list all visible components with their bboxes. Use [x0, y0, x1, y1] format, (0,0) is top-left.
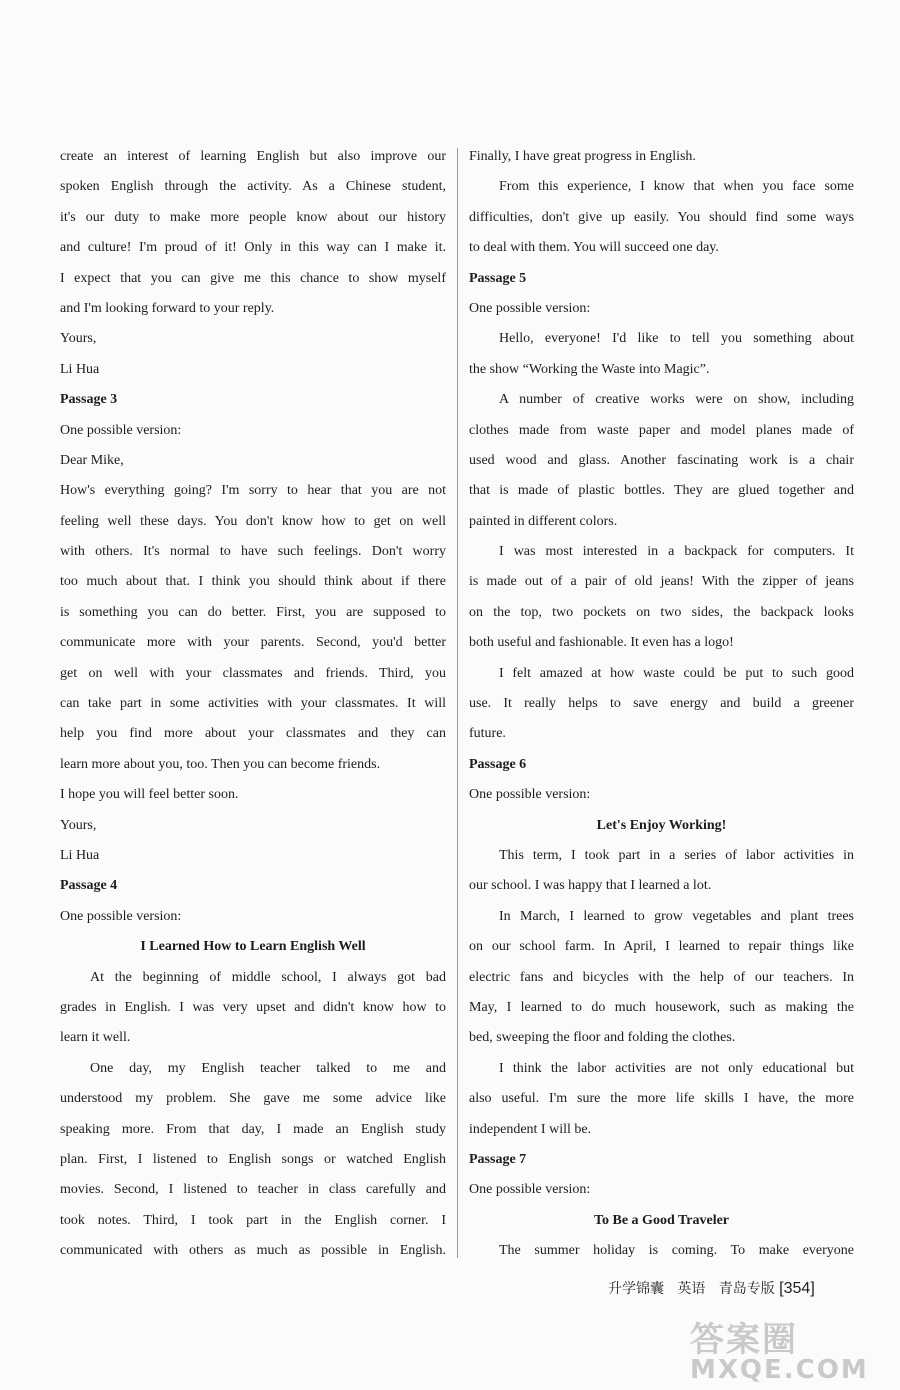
- text-line: on our school farm. In April, I learned to repair things like: [469, 939, 854, 955]
- section-heading: Passage 7: [469, 1151, 527, 1167]
- column-divider: [457, 148, 458, 1258]
- text-line: that is made of plastic bottles. They are glued together and: [469, 483, 854, 499]
- essay-title: Let's Enjoy Working!: [596, 817, 727, 833]
- text-line: May, I learned to do much housework, such as making the: [469, 999, 854, 1015]
- text-line: One possible version:: [469, 787, 591, 803]
- footer-subject: 英语: [677, 1281, 706, 1297]
- left-column: [60, 142, 446, 1266]
- footer-book-title: 升学锦囊: [608, 1281, 664, 1297]
- essay-title: To Be a Good Traveler: [593, 1212, 730, 1228]
- text-line: to deal with them. You will succeed one day.: [469, 240, 719, 256]
- text-line: feeling well these days. You don't know how to get on well: [60, 513, 446, 529]
- text-line: the show “Working the Waste into Magic”.: [469, 361, 710, 377]
- section-heading: Passage 4: [60, 878, 118, 894]
- paragraph-first-line: From this experience, I know that when you face some: [499, 179, 854, 195]
- section-heading: Passage 3: [60, 392, 118, 408]
- text-line: too much about that. I think you should think about if there: [60, 574, 446, 590]
- text-line: took notes. Third, I took part in the English corner. I: [60, 1212, 446, 1228]
- text-line: movies. Second, I listened to teacher in class carefully and: [60, 1182, 446, 1198]
- section-heading: Passage 6: [469, 756, 527, 772]
- footer-edition: 青岛专版: [718, 1281, 775, 1297]
- text-line: Li Hua: [60, 361, 100, 377]
- text-line: understood my problem. She gave me some advice like: [60, 1091, 446, 1107]
- essay-title: I Learned How to Learn English Well: [140, 939, 366, 955]
- text-line: learn more about you, too. Then you can become friends.: [60, 756, 381, 772]
- paragraph-first-line: This term, I took part in a series of labor activities in: [499, 847, 854, 863]
- text-line: I expect that you can give me this chance to show myself: [60, 270, 446, 286]
- text-line: with others. It's normal to have such feelings. Don't worry: [60, 544, 446, 560]
- text-line: independent I will be.: [469, 1121, 592, 1137]
- text-line: can take part in some activities with your classmates. It will: [60, 696, 446, 712]
- text-line: Finally, I have great progress in English.: [469, 149, 696, 164]
- text-line: Li Hua: [60, 847, 100, 863]
- text-line: One possible version:: [469, 1182, 591, 1198]
- paragraph-first-line: I think the labor activities are not only educational but: [499, 1060, 854, 1076]
- text-line: get on well with your classmates and friends. Third, you: [60, 665, 446, 681]
- text-line: electric fans and bicycles with the help of our teachers. In: [469, 969, 854, 985]
- text-line: bed, sweeping the floor and folding the clothes.: [469, 1030, 736, 1046]
- paragraph-first-line: Hello, everyone! I'd like to tell you something about: [499, 331, 854, 347]
- paragraph-first-line: One day, my English teacher talked to me and: [90, 1060, 446, 1076]
- paragraph-first-line: I felt amazed at how waste could be put to such good: [499, 665, 854, 681]
- watermark-text-top: 答案圈: [690, 1320, 798, 1360]
- paragraph-first-line: The summer holiday is coming. To make everyone: [499, 1243, 854, 1259]
- text-line: grades in English. I was very upset and didn't know how to: [60, 999, 446, 1015]
- text-line: future.: [469, 726, 506, 742]
- text-line: communicate more with your parents. Second, you'd better: [60, 635, 446, 651]
- section-heading: Passage 5: [469, 270, 527, 286]
- text-line: spoken English through the activity. As a Chinese student,: [60, 179, 446, 195]
- text-line: One possible version:: [469, 300, 591, 316]
- text-line: clothes made from waste paper and model planes made of: [469, 422, 854, 438]
- text-line: both useful and fashionable. It even has a logo!: [469, 635, 734, 651]
- paragraph-first-line: In March, I learned to grow vegetables and plant trees: [499, 908, 854, 924]
- text-line: I hope you will feel better soon.: [60, 787, 239, 803]
- paragraph-first-line: A number of creative works were on show, including: [499, 392, 854, 408]
- paragraph-first-line: At the beginning of middle school, I always got bad: [90, 969, 446, 985]
- watermark-text-bottom: MXQE.COM: [690, 1355, 869, 1385]
- watermark-logo: [690, 1312, 869, 1385]
- text-line: is made out of a pair of old jeans! With the zipper of jeans: [469, 574, 854, 590]
- text-line: Yours,: [60, 331, 97, 347]
- text-line: communicated with others as much as possible in English.: [60, 1243, 446, 1259]
- page-footer: [608, 1278, 815, 1298]
- text-line: use. It really helps to save energy and build a greener: [469, 696, 854, 712]
- text-line: and I'm looking forward to your reply.: [60, 300, 275, 316]
- page-number: [354]: [779, 1280, 815, 1297]
- text-line: it's our duty to make more people know about our history: [60, 209, 446, 225]
- text-line: also useful. I'm sure the more life skills I have, the more: [469, 1091, 854, 1107]
- text-line: learn it well.: [60, 1030, 131, 1046]
- text-line: Dear Mike,: [60, 452, 124, 468]
- text-line: used wood and glass. Another fascinating work is a chair: [469, 452, 854, 468]
- text-line: One possible version:: [60, 908, 182, 924]
- text-line: create an interest of learning English but also improve our: [60, 149, 446, 164]
- text-line: painted in different colors.: [469, 513, 618, 529]
- text-line: Yours,: [60, 817, 97, 833]
- right-column: [469, 142, 854, 1266]
- text-line: and culture! I'm proud of it! Only in this way can I make it.: [60, 240, 446, 256]
- text-line: is something you can do better. First, you are supposed to: [60, 604, 446, 620]
- text-line: One possible version:: [60, 422, 182, 438]
- text-line: speaking more. From that day, I made an English study: [60, 1121, 446, 1137]
- text-line: our school. I was happy that I learned a lot.: [469, 878, 712, 894]
- text-line: plan. First, I listened to English songs or watched English: [60, 1151, 446, 1167]
- paragraph-first-line: I was most interested in a backpack for computers. It: [499, 544, 854, 560]
- text-line: on the top, two pockets on two sides, the backpack looks: [469, 604, 854, 620]
- text-line: difficulties, don't give up easily. You should find some ways: [469, 209, 854, 225]
- text-line: How's everything going? I'm sorry to hear that you are not: [60, 483, 446, 499]
- text-line: help you find more about your classmates and they can: [60, 726, 446, 742]
